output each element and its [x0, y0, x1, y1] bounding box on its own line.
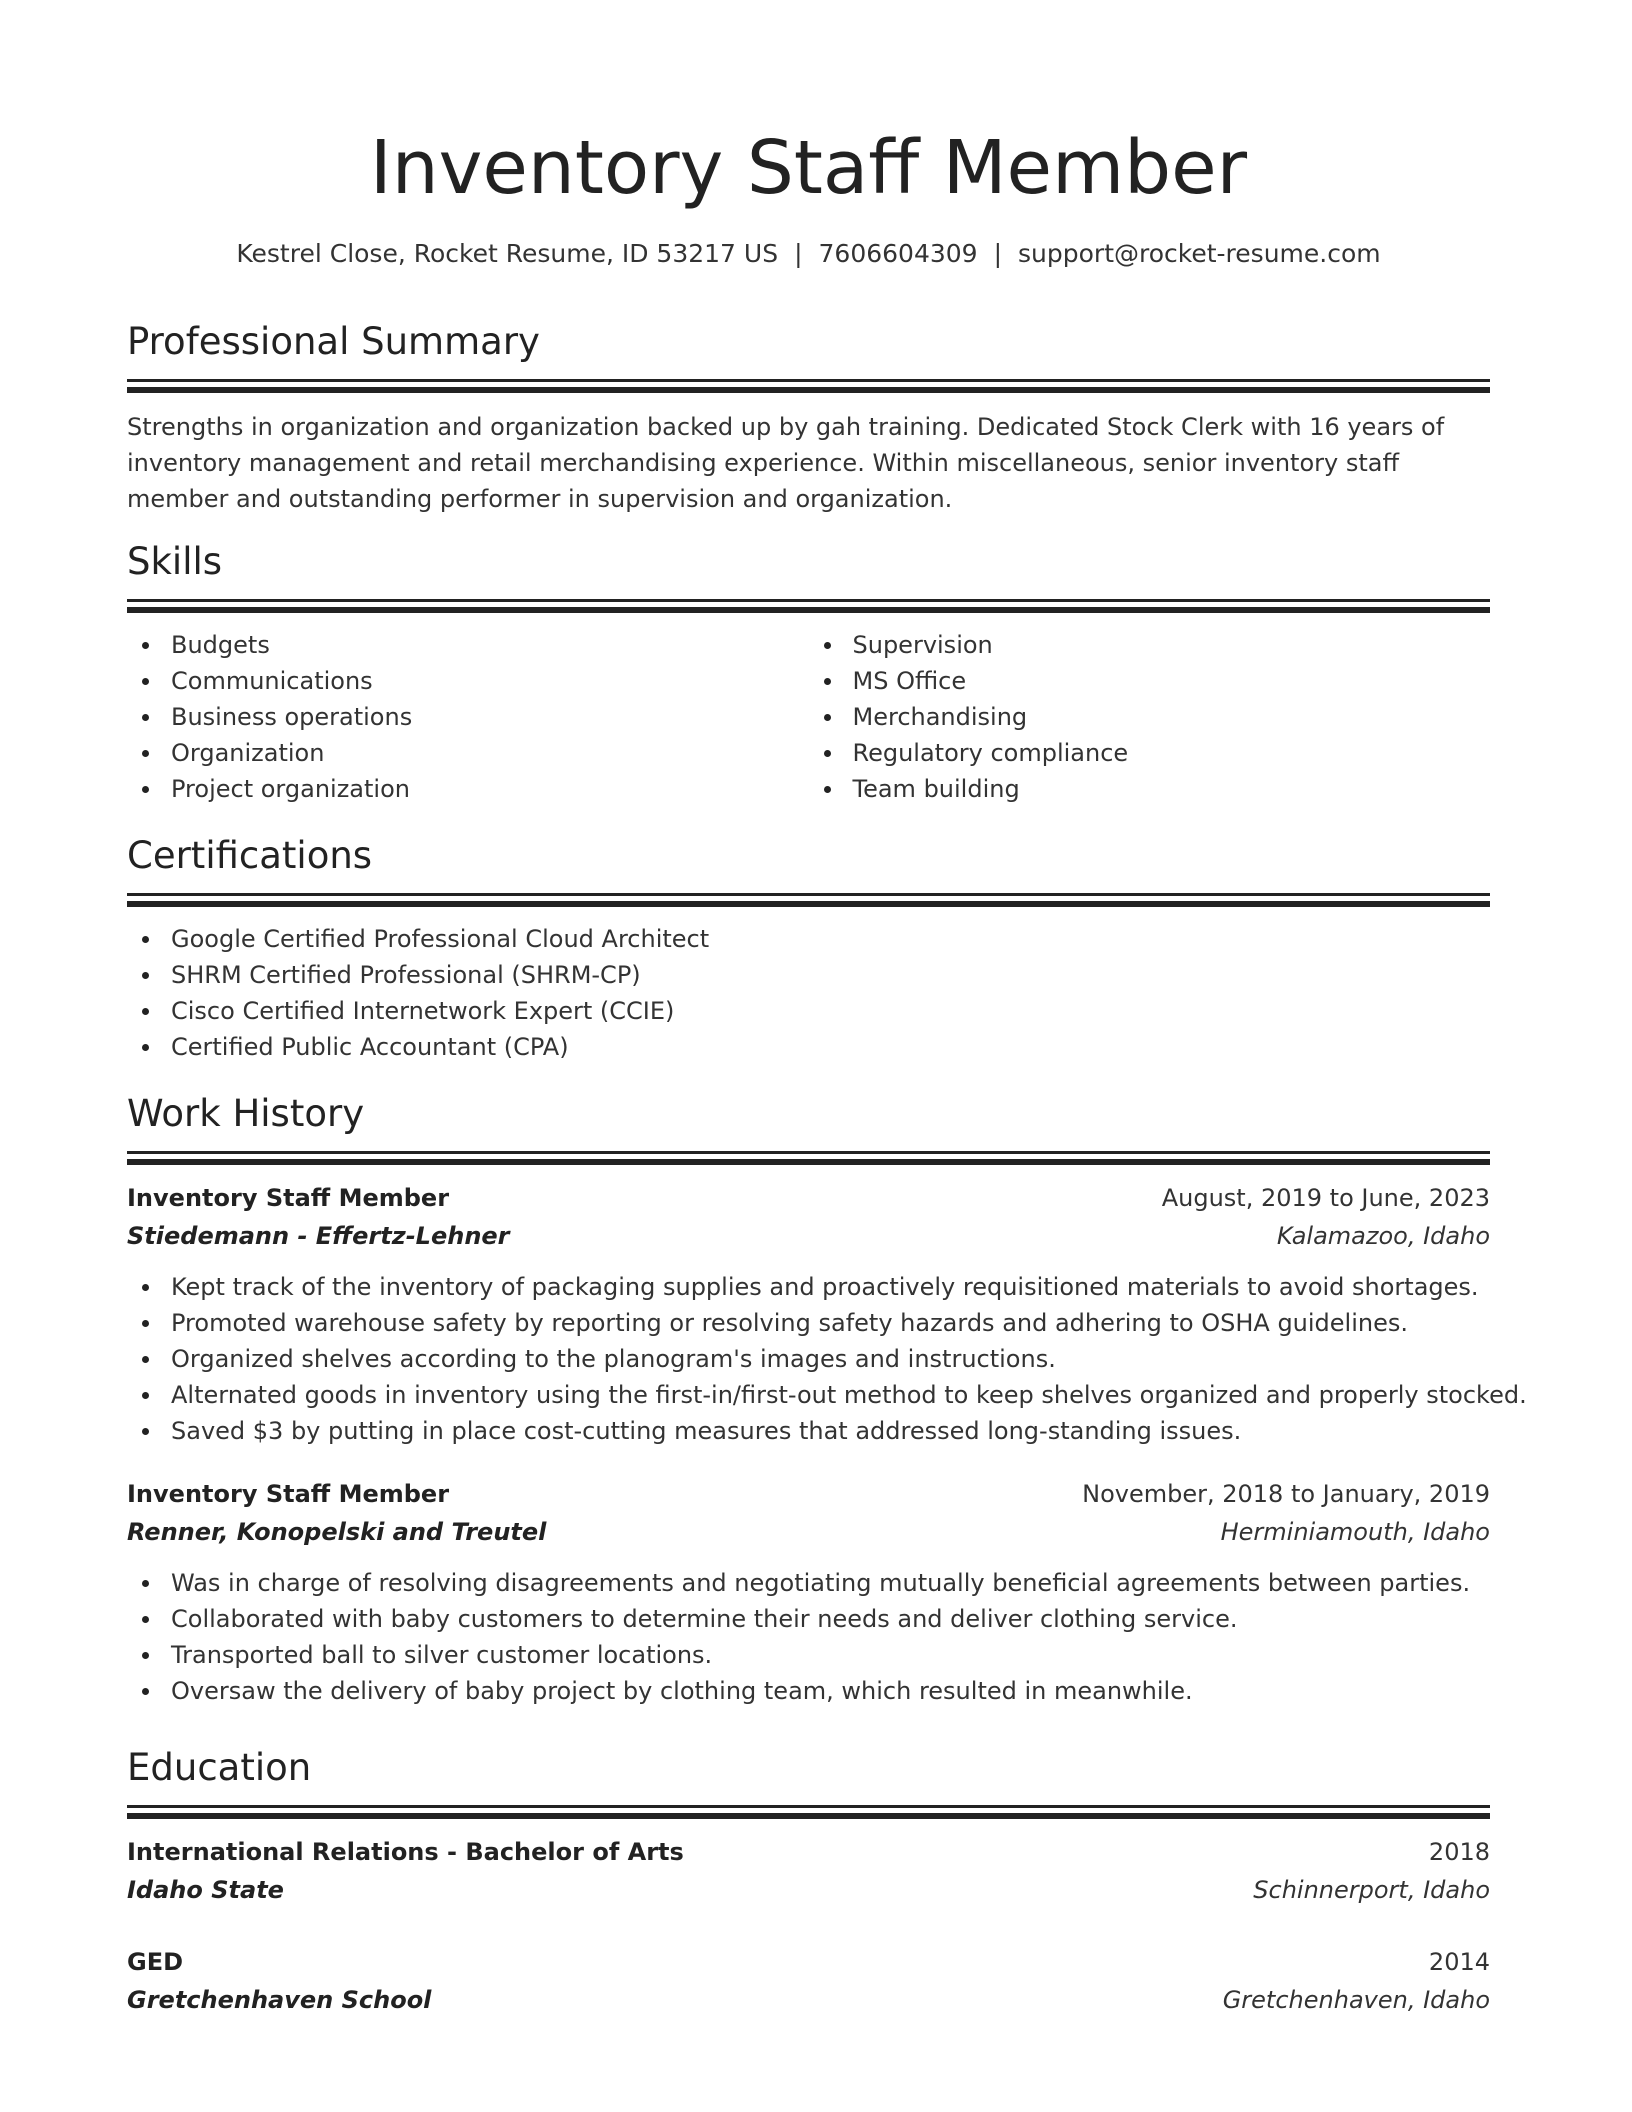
skill-item: Merchandising [853, 699, 1449, 735]
skill-item: Communications [171, 663, 767, 699]
section-title: Certifications [127, 834, 373, 877]
education-entry [127, 1833, 1490, 1909]
section-rule [127, 893, 1490, 896]
education-school-row [127, 1981, 1490, 2019]
job-bullet: Collaborated with baby customers to determine their needs and deliver clothing service. [171, 1601, 1490, 1637]
certification-item: Certified Public Accountant (CPA) [171, 1029, 1490, 1065]
job-header-row [127, 1179, 1490, 1217]
section-title: Education [127, 1746, 312, 1789]
skills-list-right [809, 627, 1449, 807]
education-entry [127, 1943, 1490, 2019]
skill-item: Regulatory compliance [853, 735, 1449, 771]
job-company: Renner, Konopelski and Treutel [127, 1518, 547, 1546]
section-rule [127, 599, 1490, 602]
section-title: Skills [127, 540, 223, 583]
skills-section [127, 537, 1490, 807]
education-year: 2014 [1428, 1948, 1490, 1976]
section-rule-thick [127, 1813, 1490, 1819]
skill-item: Business operations [171, 699, 767, 735]
job-entry [127, 1179, 1527, 1449]
education-school: Idaho State [127, 1876, 284, 1904]
job-bullets [127, 1269, 1527, 1449]
summary-section [127, 317, 1490, 517]
job-location: Kalamazoo, Idaho [1276, 1222, 1490, 1250]
skill-item: Budgets [171, 627, 767, 663]
certification-item: Cisco Certified Internetwork Expert (CCIE) [171, 993, 1490, 1029]
section-rule [127, 1151, 1490, 1154]
skill-item: Supervision [853, 627, 1449, 663]
education-section [127, 1743, 1490, 2019]
candidate-name: Inventory Staff Member [369, 125, 1248, 211]
education-header-row [127, 1833, 1490, 1871]
section-rule-thick [127, 387, 1490, 393]
job-company: Stiedemann - Effertz-Lehner [127, 1222, 510, 1250]
job-bullet: Saved $3 by putting in place cost-cutting measures that addressed long-standing issues. [171, 1413, 1490, 1449]
job-company-row [127, 1513, 1490, 1551]
education-degree: GED [127, 1948, 184, 1976]
contact-phone: 7606604309 [818, 239, 978, 268]
education-location: Schinnerport, Idaho [1253, 1876, 1490, 1904]
job-dates: August, 2019 to June, 2023 [1161, 1184, 1490, 1212]
education-location: Gretchenhaven, Idaho [1222, 1986, 1490, 2014]
section-title: Professional Summary [127, 320, 540, 363]
job-bullet: Promoted warehouse safety by reporting or resolving safety hazards and adhering to OSHA guidelines. [171, 1305, 1490, 1341]
section-rule-thick [127, 1159, 1490, 1165]
job-bullets [127, 1565, 1490, 1709]
certification-item: Google Certified Professional Cloud Architect [171, 921, 1490, 957]
job-bullet: Oversaw the delivery of baby project by clothing team, which resulted in meanwhile. [171, 1673, 1490, 1709]
skills-columns [127, 613, 1490, 807]
job-company-row [127, 1217, 1490, 1255]
section-rule-thick [127, 901, 1490, 907]
skills-list-left [127, 627, 767, 807]
job-header-row [127, 1475, 1490, 1513]
skill-item: Project organization [171, 771, 767, 807]
education-year: 2018 [1428, 1838, 1490, 1866]
job-bullet: Kept track of the inventory of packaging supplies and proactively requisitioned materials to avoid shortages. [171, 1269, 1490, 1305]
job-bullet: Was in charge of resolving disagreements and negotiating mutually beneficial agreements between parties. [171, 1565, 1490, 1601]
skill-item: MS Office [853, 663, 1449, 699]
contact-separator: | [993, 239, 1003, 268]
contact-email: support@rocket-resume.com [1018, 239, 1381, 268]
job-dates: November, 2018 to January, 2019 [1082, 1480, 1490, 1508]
contact-address: Kestrel Close, Rocket Resume, ID 53217 US [236, 239, 779, 268]
job-bullet: Organized shelves according to the planogram's images and instructions. [171, 1341, 1490, 1377]
contact-separator: | [794, 239, 803, 268]
section-rule [127, 379, 1490, 382]
job-title: Inventory Staff Member [127, 1184, 450, 1212]
job-bullet: Alternated goods in inventory using the first-in/first-out method to keep shelves organized and properly stocked. [171, 1377, 1490, 1413]
certifications-list [127, 921, 1490, 1065]
contact-line [127, 236, 1490, 272]
skill-item: Team building [853, 771, 1449, 807]
job-bullet: Transported ball to silver customer locations. [171, 1637, 1490, 1673]
education-degree: International Relations - Bachelor of Arts [127, 1838, 684, 1866]
certification-item: SHRM Certified Professional (SHRM-CP) [171, 957, 1490, 993]
job-title: Inventory Staff Member [127, 1480, 450, 1508]
work-history-section [127, 1089, 1527, 1709]
job-location: Herminiamouth, Idaho [1220, 1518, 1490, 1546]
section-rule [127, 1805, 1490, 1808]
section-title: Work History [127, 1092, 365, 1135]
skill-item: Organization [171, 735, 767, 771]
summary-text: Strengths in organization and organization backed up by gah training. Dedicated Stock Clerk with 16 years of inventory management and retail merchandising experience. Within miscellaneous, senior inventory staff member and outstanding performer in supervision and organization. [127, 413, 1445, 513]
education-school: Gretchenhaven School [127, 1986, 432, 2014]
job-entry [127, 1475, 1490, 1709]
education-header-row [127, 1943, 1490, 1981]
certifications-section [127, 831, 1490, 1065]
education-school-row [127, 1871, 1490, 1909]
